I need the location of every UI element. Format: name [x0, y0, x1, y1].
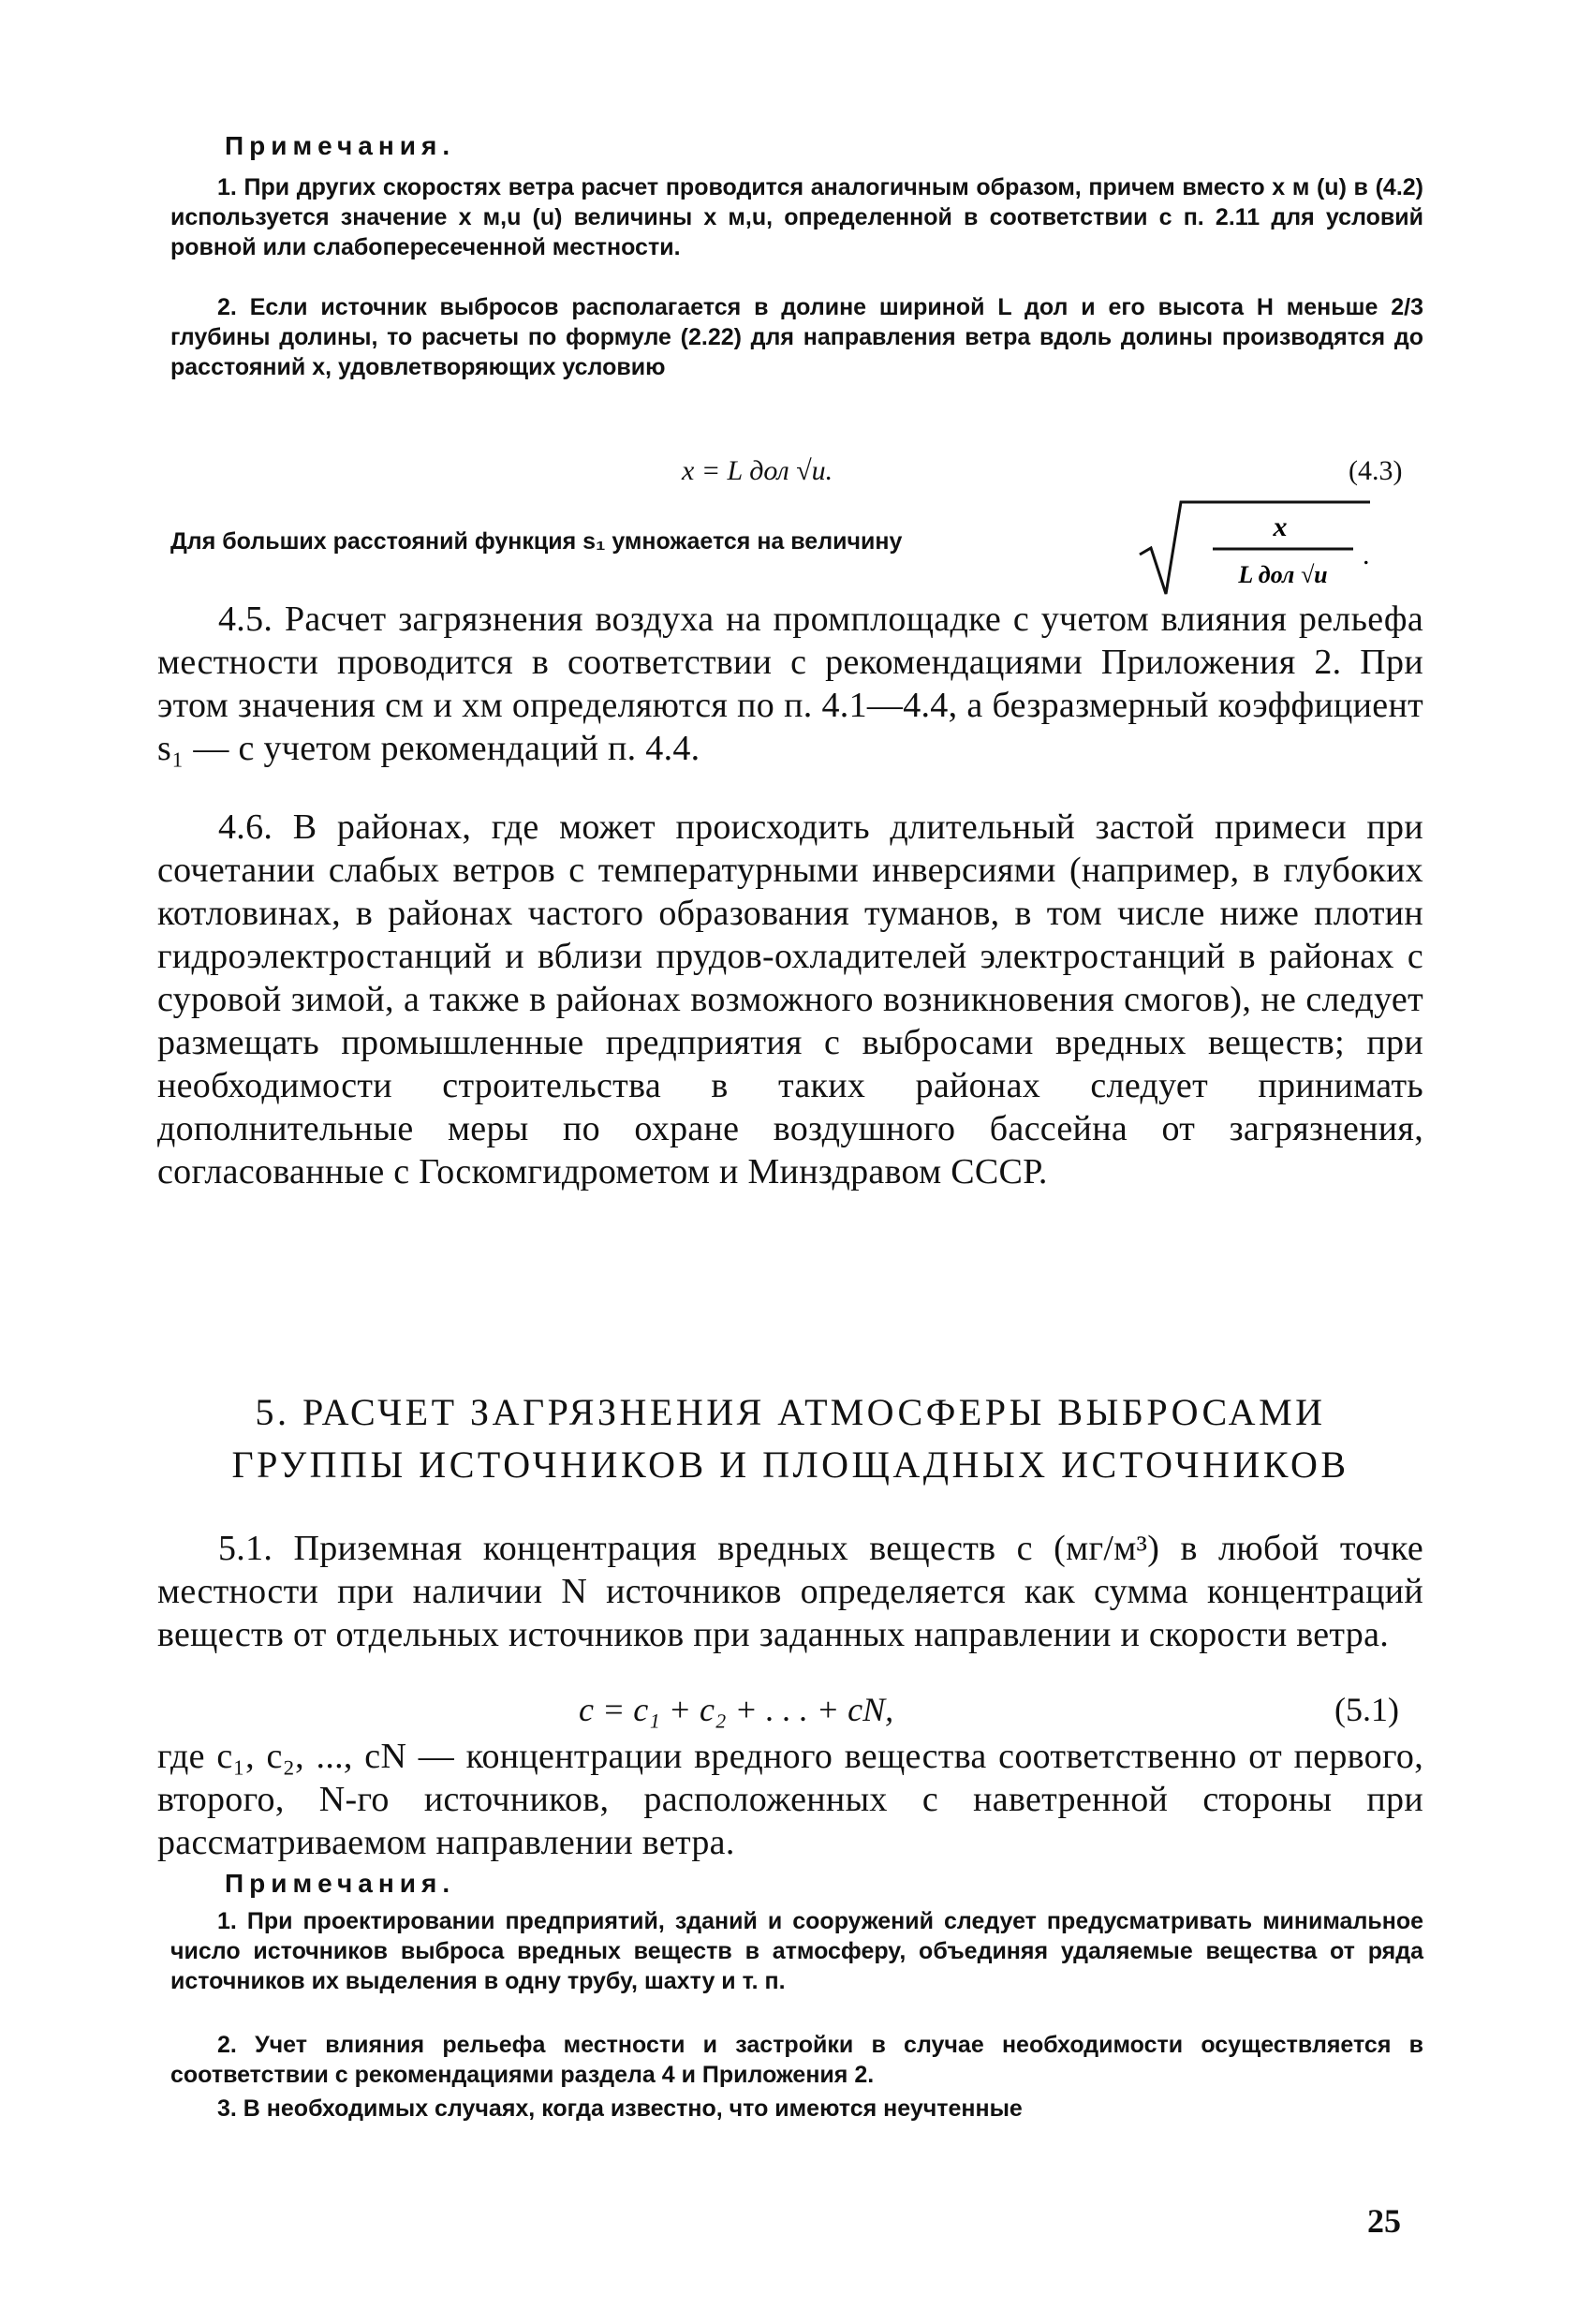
page-number: 25: [1367, 2202, 1401, 2240]
paragraph-4-5: 4.5. Расчет загрязнения воздуха на промплощадке с учетом влияния рельефа местности проводится в соответствии с рекомендациями Приложения 2. При этом значения cм и xм определяются по п. 4.1—4.4, а безразмерный коэффициент s₁ — с учетом рекомендаций п. 4.4.: [157, 600, 1423, 768]
sqrt-fraction-formula: [1138, 496, 1372, 600]
note-1-bottom: 1. При проектировании предприятий, зданий и сооружений следует предусматривать минимальное число источников выброса вредных веществ в атмосферу, объединяя удаляемые вещества от ряда источников их выделения в одну трубу, шахту и т. п.: [170, 1908, 1423, 1994]
note-2-continuation: Для больших расстояний функция s₁ умножается на величину: [170, 528, 903, 555]
formula-4-3-number: (4.3): [1349, 455, 1403, 486]
paragraph-5-1: 5.1. Приземная концентрация вредных веществ c (мг/м³) в любой точке местности при наличии N источников определяется как сумма концентраций веществ от отдельных источников при заданных направлении и скорости ветра.: [157, 1529, 1423, 1654]
formula-4-3: x = L дол √u.: [682, 455, 833, 486]
notes-heading-top: Примечания.: [225, 131, 456, 160]
paragraph-4-6: 4.6. В районах, где может происходить длительный застой примеси при сочетании слабых ветров с температурными инверсиями (например, в глубоких котловинах, в районах частого образования туманов, в том числе ниже плотин гидроэлектростанций и вблизи прудов-охладителей электростанций в районах с суровой зимой, а также в районах возможного возникновения смогов), не следует размещать промышленные предприятия с выбросами вредных веществ; при необходимости строительства в таких районах следует принимать дополнительные меры по охране воздушного бассейна от загрязнения, согласованные с Госкомгидрометом и Минздравом СССР.: [157, 807, 1423, 1192]
formula-5-1-number: (5.1): [1334, 1691, 1399, 1728]
section-5-title-line-1: 5. РАСЧЕТ ЗАГРЯЗНЕНИЯ АТМОСФЕРЫ ВЫБРОСАМИ: [255, 1391, 1326, 1433]
note-2-bottom: 2. Учет влияния рельефа местности и застройки в случае необходимости осуществляется в соответствии с рекомендациями раздела 4 и Приложения 2.: [170, 2032, 1423, 2088]
section-5-title-line-2: ГРУППЫ ИСТОЧНИКОВ И ПЛОЩАДНЫХ ИСТОЧНИКОВ: [231, 1443, 1349, 1486]
note-1-top: 1. При других скоростях ветра расчет проводится аналогичным образом, причем вместо x м (u) в (4.2) используется значение x м,u (u) величины x м,u, определенной в соответствии с п. 2.11 для условий ровной или слабопересеченной местности.: [170, 174, 1423, 260]
sqrt-numerator: x: [1273, 511, 1288, 542]
note-3-bottom: 3. В необходимых случаях, когда известно, что имеются неучтенные: [217, 2095, 1023, 2122]
sqrt-tail: .: [1363, 540, 1370, 570]
formula-5-1: c = c₁ + c₂ + . . . + cN,: [579, 1691, 894, 1728]
paragraph-where: где c₁, c₂, ..., cN — концентрации вредного вещества соответственно от первого, второго, N-го источников, расположенных с наветренной стороны при рассматриваемом направлении ветра.: [157, 1737, 1423, 1862]
sqrt-denominator: L дол √u: [1238, 561, 1328, 588]
notes-heading-bottom: Примечания.: [225, 1869, 456, 1898]
note-2-top: 2. Если источник выбросов располагается в долине шириной L дол и его высота H меньше 2/3 глубины долины, то расчеты по формуле (2.22) для направления ветра вдоль долины производятся до расстояний x, удовлетворяющих условию: [170, 294, 1423, 380]
